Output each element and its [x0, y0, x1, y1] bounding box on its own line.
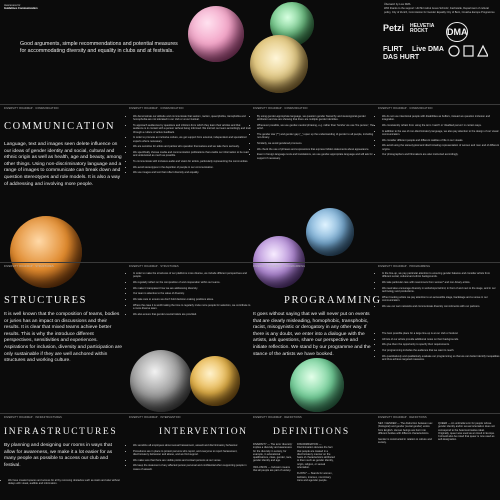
hurt-logo: DAS HURT — [383, 54, 420, 61]
section-lead: It is well known that the composition of teams, bodies or juries has an impact on discussions and their results. It is clear that mixed teams achieve better results. This is why the introduce different perspectives, sensitivities and experiences. Aspirations for inclusion, diversity and participation are only sustainable if they are well anchored within structures and working culture. — [4, 312, 122, 364]
list-item: • Even in foreign language texts and translations, we use gender-appropriate language and will ask for support if necessary. — [257, 153, 375, 160]
header-title-block — [4, 4, 74, 11]
list-item: • We have created spaces and access for all by removing obstacles such as stairs and also without delays with visual, audible and information. — [8, 479, 126, 486]
list-item: • We take care to ensure we don't hold decision-making positions alone. — [133, 298, 251, 301]
list-item: • We keep the statement of any affected person personal and confidential when supporting people in cases of assault. — [133, 464, 251, 471]
definition-item: QUEER — An umbrella term for people whose gender identity and/or sexual orientation does not correspond to the heteronormative ideal. Originally, queer was used as an insult in Europe. It should also be noted that queer is now used as self-designation. — [438, 422, 495, 442]
list-item: • We need also encourage diversity in workshops behind, in front of and next to the stage, and in our technology and productions. — [382, 287, 500, 294]
live-dma-logo: Live DMA — [412, 46, 444, 53]
list-item: • When booking artists we pay attention to an accessible stage, backstage and a venue in our communication. — [382, 296, 500, 303]
definition-item: DISCRIMINATION — Discrimination denotes the fact that people are treated in a discriminatory manner on the basis of characteristics attributed to them such as gender identity, origin, religion, or sexual orientation. — [297, 443, 335, 470]
grey-blob-image — [130, 350, 192, 412]
section-heading: INTERVENTION — [159, 427, 248, 437]
definition-item: Gender is constructed in relation to culture and society. — [378, 438, 432, 445]
dma-logo: DMA — [446, 22, 468, 42]
list-item: • Our team is attentive to the value of diversity. — [133, 292, 251, 295]
definition-item: INCLUSION — Inclusion means that all people are part of society. — [253, 465, 292, 473]
list-item: • We demonstrate our attitude and communicate that sexism, racism, queerphobia, transphobia and homophobia are not tolerated in our club or at our festival. — [133, 115, 251, 122]
programming-list-1 — [378, 272, 500, 310]
list-item: • Our photographers and filmmakers are also instructed accordingly. — [382, 153, 500, 156]
divider — [0, 262, 500, 263]
definitions-col-4 — [438, 422, 496, 442]
list-item: • By using gender-appropriate language, we question gender hierarchy and stereotypical gender attribution and we are showing that there are multiple gender identities. — [257, 115, 375, 122]
section-heading: PROGRAMMING — [284, 295, 382, 306]
amber-blob-image — [190, 356, 240, 406]
section-heading: STRUCTURES — [4, 295, 88, 306]
list-item: • We are sensitive for artists and parties who question themselves and we take them seriously. — [133, 145, 251, 148]
divider — [0, 413, 500, 414]
list-item: • We do not use intentional people with disabilities as buffers, instead we question inclusion and integration. — [382, 115, 500, 122]
definitions-col-3 — [378, 422, 434, 445]
communication-list-1 — [129, 115, 251, 177]
intervention-list — [129, 444, 251, 473]
logo-icons — [448, 44, 488, 63]
definitions-col-2 — [297, 443, 337, 482]
list-item: • The gender star ('*') and gender gap ('_') open up the understanding of gender to all people, including non-binary. — [257, 133, 375, 140]
list-item: • In the line-up, we pay particular attention to ensuring gender balance and consider artists from different social, cultural and ethnic backgrounds. — [382, 272, 500, 279]
definitions-col-1 — [253, 443, 293, 472]
intro-text: Good arguments, simple recommendations and potential measures for accommodating diversity and equality in clubs and at festivals. — [20, 41, 178, 55]
programming-list-2 — [378, 332, 500, 364]
section-heading: INFRASTRUCTURES — [4, 427, 118, 437]
flirt-logo: FLIRT — [383, 46, 403, 53]
list-item: • We give them the opportunity to specify their requirements. — [382, 343, 500, 346]
communication-list-3 — [378, 115, 500, 159]
credit-block — [384, 3, 496, 14]
section-label: DIVERSITY ROADMAP · COMMUNICATION — [378, 107, 433, 110]
section-label: DIVERSITY ROADMAP · DEFINITIONS — [253, 416, 302, 419]
orange-blob-image — [10, 216, 82, 288]
section-label: DIVERSITY ROADMAP · PROGRAMMING — [378, 265, 431, 268]
section-label: DIVERSITY ROADMAP · COMMUNICATION — [253, 107, 308, 110]
blue-blob-image — [306, 208, 354, 256]
definition-item: DIVERSITY — The term 'diversity' implies a diversity and awareness for the diversity in society, for example, in educational qualifications, class, gender, race, gender identity and age. — [253, 443, 293, 463]
list-item: • Where the case it is worth taking the time to regularly invite more people for selection, we contribute to a more diverse team. — [133, 304, 251, 311]
list-item: • We take particular care with newcomers from women* and non-binary artists. — [382, 281, 500, 284]
list-item: • We also ensure that gender-neutral toilets are provided. — [133, 313, 251, 316]
list-item: • Similarly, we avoid gendered pronouns. — [257, 142, 375, 145]
list-item: • We sensitize all employees about sexual harassment, assault and discriminatory behaviour. — [133, 444, 251, 447]
section-label: DIVERSITY ROADMAP · COMMUNICATION — [4, 107, 59, 110]
section-label: DIVERSITY ROADMAP · DEFINITIONS — [378, 416, 427, 419]
section-label: DIVERSITY ROADMAP · COMMUNICATION — [129, 107, 184, 110]
list-item: • To approach audiences by questions and criticism from which they learn their articles and that audience is in contact with a person without being informed. We instruct our team accordingly and train through a culture of active feedback. — [133, 124, 251, 134]
list-item: • We consistently refrain from using the term 'match' or 'disabled person' in certain ways. — [382, 124, 500, 127]
communication-list-2 — [253, 115, 375, 162]
list-item: • We specifically choose media and communication publications that enable our information to be read and understood as much as possible. — [133, 151, 251, 158]
section-lead: Language, text and images seen delete influence on our ideas of gender identity and social, cultural and ethnic origin as well as health, age and beauty, among other things. Using non-discriminatory language and a range of images to communicate can break down and question stereotypes and role models. It is also a way of addressing and involving more people. — [4, 142, 122, 187]
list-item: • We make sure that there are visible points and contact persons at our venue. — [133, 459, 251, 462]
section-label: DIVERSITY ROADMAP · STRUCTURES — [4, 265, 54, 268]
page-title: Guidelines Communication — [4, 7, 38, 11]
infrastructures-list — [4, 479, 126, 488]
list-item: • In addition to the use of non-discriminatory language, we also pay attention to the design of our visual communication. — [382, 130, 500, 137]
divider — [0, 104, 500, 105]
petzi-logo: Petzi — [383, 23, 405, 33]
section-heading: DEFINITIONS — [273, 427, 350, 437]
list-item: • We use our own networks and communicate diversity commitments with our partners. — [382, 305, 500, 308]
gold-blob-image — [250, 35, 308, 93]
mint-blob-image — [290, 358, 344, 412]
section-lead: It goes without saying that we will never put on events that are clearly misleading, homophobic, transphobic, racist, misogynistic or derogatory in any other way. If there is any doubt, we enter into a dialogue with the artists, ask questions, share our perspective and initiate reflection. We stand by our programme and the stance of the artists we have booked. — [253, 312, 371, 357]
list-item: • To communicate with inclusive audio and vision for artists, particularly representing the communities. — [133, 160, 251, 163]
list-item: • All lists of our artists provide additional notes on their backgrounds. — [382, 338, 500, 341]
list-item: • We avoid stereotypes in the depiction of people in our communication. — [133, 166, 251, 169]
list-item: • We make it transparent how we are addressing diversity. — [133, 287, 251, 290]
list-item: • Procedures are in place to protect persons who report, and everyone to report harassment, discriminatory behaviour and abuse, and we find support. — [133, 450, 251, 457]
section-label: DIVERSITY ROADMAP · PROGRAMMING — [253, 265, 306, 268]
section-heading: COMMUNICATION — [4, 121, 116, 132]
structures-list — [129, 272, 251, 318]
list-item: • Whenever possible, we use gender-neutral phrasing, e.g. rather than 'he/she' we use 'the person', 'the artist'. — [257, 124, 375, 131]
pink-blob-image — [188, 6, 244, 62]
title-prefix: Awareness for — [4, 4, 21, 7]
partner-icons — [448, 44, 488, 58]
list-item: • We check the use of phrases and expressions that express hidden statements about appearance. — [257, 148, 375, 151]
list-item: • In order to promote an inclusive culture, we get support from external, independent and specialized experts where necessary. — [133, 136, 251, 143]
list-item: • The best possible place for a large line-up is at our club or festival. — [382, 332, 500, 335]
section-label: DIVERSITY ROADMAP · INFRASTRUCTURES — [4, 416, 62, 419]
section-label: DIVERSITY ROADMAP · STRUCTURES — [129, 265, 179, 268]
list-item: • We use images and text that reflect diversity and equality. — [133, 171, 251, 174]
list-item: • We quantitatively and qualitatively evaluate our programming so that we can better identify inequalities and thus achieve targeted measures. — [382, 355, 500, 362]
credit-line: Übersetzt by Live DMA — [384, 3, 411, 6]
list-item: • We regularly reflect on the composition of and cooperation within our teams. — [133, 281, 251, 284]
list-item: • Our programming includes the audience that we want to reach. — [382, 349, 500, 352]
section-label: DIVERSITY ROADMAP · INTERVENTION — [129, 416, 181, 419]
definition-item: SEX / GENDER — The distinction between sex (biological) and gender (social gender) exists from English. Human beings are born into different bodies with different characteristics. — [378, 422, 433, 435]
section-lead: By planning and designing our rooms in ways that allow for awareness, we make it a lot easier for as many people as possible to access our club and festival. — [4, 443, 113, 468]
list-item: • We avoid using the stereotypical and discriminating representation of women and men and of different origins. — [382, 144, 500, 151]
funding-line: With thanks to the support: HGTE Institut Jesus Schmitz, Fachstelle, Department of cultural policy, City of Zurich, Commission for Gender Equality City of Bern, Creative Europe Programme — [384, 7, 495, 14]
helvetia-rockt-logo: HELVETIA ROCKT — [410, 23, 435, 34]
list-item: • In order to make the structures of our platforms more diverse, we include different perspectives and people. — [133, 272, 251, 279]
list-item: • We consider different people and different realities of life in our visuals. — [382, 139, 500, 142]
definition-item: FLINTA* — Stands for women, lesbians, intersex, non-binary, trans and agender people. — [297, 472, 333, 482]
